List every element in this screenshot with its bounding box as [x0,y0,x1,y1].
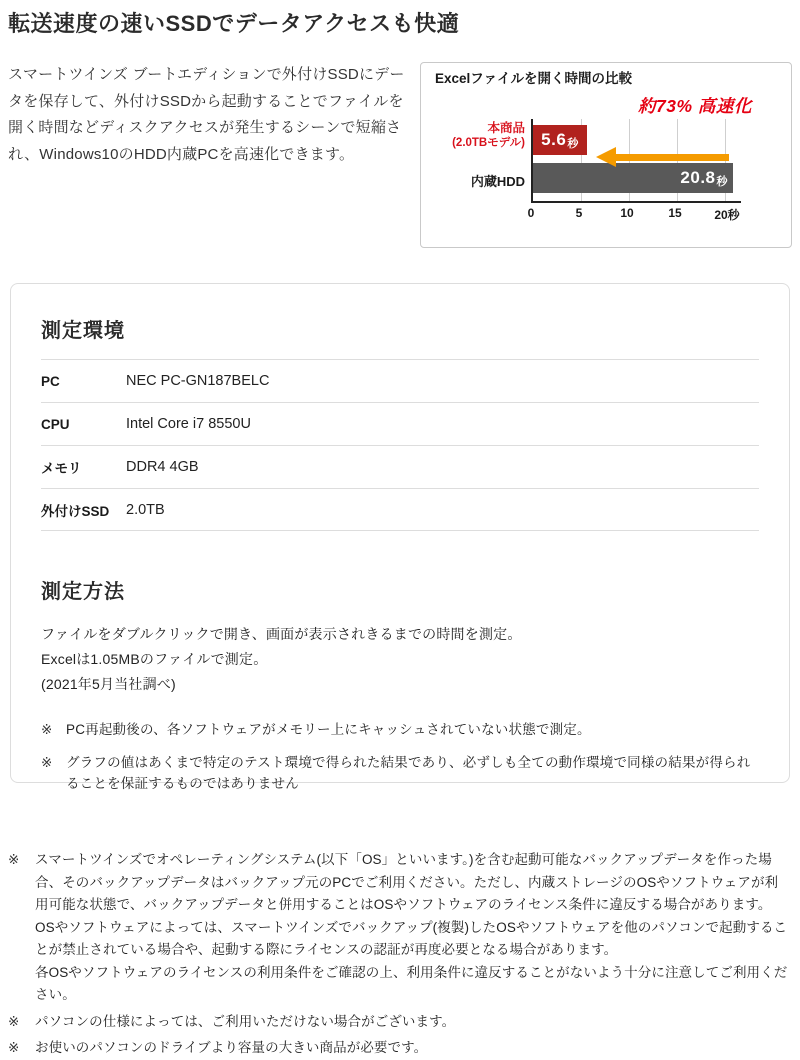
table-row [41,359,759,402]
speedup-arrow-body [615,154,729,161]
footnote-item [8,1011,789,1034]
bar-product-value: 5.6 [541,130,567,149]
note-text: PC再起動後の、各ソフトウェアがメモリー上にキャッシュされていない状態で測定。 [66,722,591,737]
footnotes [8,849,792,1060]
bar-chart [452,96,777,224]
axis-tick: 20秒 [714,208,740,222]
row-value: 2.0TB [126,501,165,518]
row-value: Intel Core i7 8550U [126,416,251,432]
footnote-item [8,849,789,1007]
speedup-arrow-icon [596,147,616,167]
method-description [41,622,759,697]
method-notes [41,719,759,794]
environment-table [41,359,759,531]
axis-tick: 5 [575,206,583,220]
intro-paragraph: スマートツインズ ブートエディションで外付けSSDにデータを保存して、外付けSSDから起動することでファイルを開く時間などディスクアクセスが発生するシーンで短縮され、Windows10のHDD内蔵PCを高速化できます。 [8,66,405,163]
measurement-card [10,283,790,791]
footnote-text: お使いのパソコンのドライブより容量の大きい商品が必要です。 [35,1040,428,1055]
axis-tick: 15 [668,206,682,220]
method-line: Excelは1.05MBのファイルで測定。 [41,651,268,667]
bar-product-unit: 秒 [567,137,579,150]
intro-row [8,62,792,248]
row-value: NEC PC-GN187BELC [126,373,270,389]
footnote-text [35,849,789,1007]
comparison-chart-panel [420,62,792,248]
chart-title: Excelファイルを開く時間の比較 [435,71,633,86]
footnote-text: パソコンの仕様によっては、ご利用いただけない場合がございます。 [35,1013,456,1029]
note-marker: ※ [41,755,53,770]
bar-label-product-line1: 本商品 [487,121,525,135]
footnote-paragraph: OSやソフトウェアによっては、スマートツインズでバックアップ(複製)したOSやソフトウェアを他のパソコンで起動することが禁止されている場合や、起動する際にライセンスの認証が再度必要となる場合があります。 [35,919,788,957]
row-label: 外付けSSD [41,503,110,519]
footnote-paragraph: スマートツインズでオペレーティングシステム(以下「OS」といいます。)を含む起動可能なバックアップデータを作った場合、そのバックアップデータはバックアップ元のPCでご利用ください。ただし、内蔵ストレージのOSやソフトウェアが利用可能な状態で、バックアップデータと併用することはOSやソフトウェアのライセンス条件に違反する場合があります。 [35,852,779,912]
table-row [41,488,759,531]
footnote-marker: ※ [8,852,20,867]
bar-label-product [429,121,525,151]
bar-hdd-unit: 秒 [716,175,728,188]
bar-label-product-line2: (2.0TBモデル) [452,137,525,149]
speedup-annotation: 約73% 高速化 [638,96,752,116]
row-value: DDR4 4GB [126,459,199,475]
footnote-marker: ※ [8,1040,20,1055]
note-text: グラフの値はあくまで特定のテスト環境で得られた結果であり、必ずしも全ての動作環境で同様の結果が得られることを保証するものではありません [66,755,751,791]
bar-product [533,125,587,155]
row-label: メモリ [41,461,82,476]
row-label: CPU [41,416,70,432]
method-line: ファイルをダブルクリックで開き、画面が表示されきるまでの時間を測定。 [41,626,522,642]
axis-tick: 10 [620,206,634,220]
method-heading: 測定方法 [41,581,125,603]
environment-heading: 測定環境 [41,320,125,342]
chart-plot-area [531,119,741,203]
footnote-marker: ※ [8,1013,20,1029]
table-row [41,445,759,488]
footnote-paragraph: 各OSやソフトウェアのライセンスの利用条件をご確認の上、利用条件に違反することがないよう十分に注意してご利用ください。 [35,964,788,1002]
note-item [41,752,759,794]
x-axis-ticks [527,206,777,224]
bar-hdd [533,163,733,193]
axis-tick: 0 [527,206,535,220]
note-item [41,719,759,740]
row-label: PC [41,373,60,389]
table-row [41,402,759,445]
page-title: 転送速度の速いSSDでデータアクセスも快適 [8,11,460,36]
note-marker: ※ [41,722,53,737]
bar-hdd-value: 20.8 [680,168,716,187]
bar-label-hdd: 内蔵HDD [470,174,525,189]
footnote-item [8,1037,789,1060]
method-line: (2021年5月当社調べ) [41,676,176,692]
